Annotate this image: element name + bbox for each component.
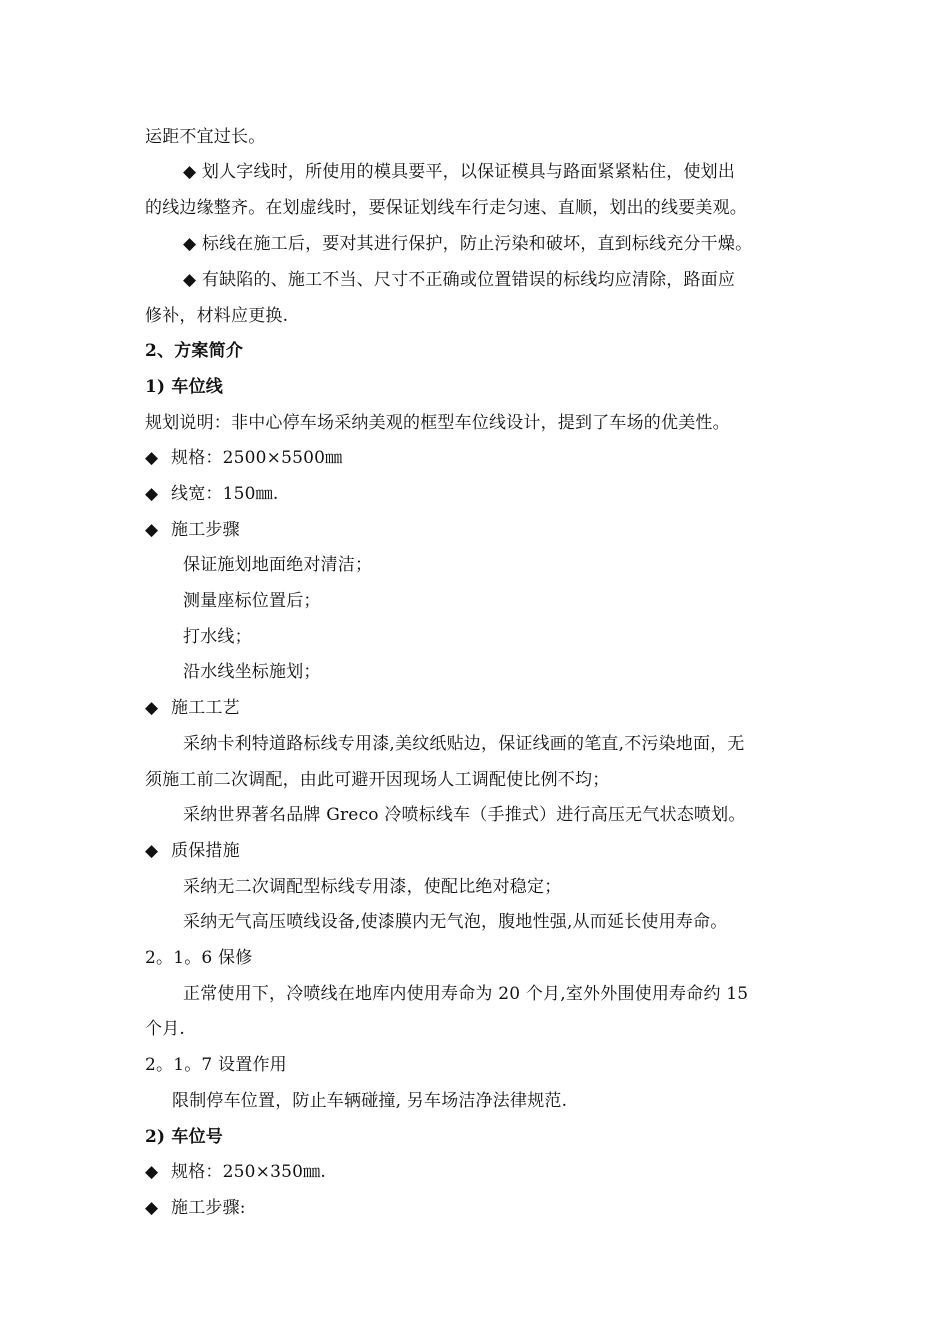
diamond-bullet-icon: ◆ bbox=[145, 698, 159, 718]
paragraph-line: 正常使用下，冷喷线在地库内使用寿命为 20 个月,室外外围使用寿命约 15 bbox=[183, 984, 749, 1004]
paragraph-line: 个月. bbox=[145, 1019, 186, 1039]
paragraph-line: 修补，材料应更换. bbox=[145, 306, 289, 326]
bullet-paragraph-line: ◆ 划人字线时，所使用的模具要平，以保证模具与路面紧紧粘住，使划出 bbox=[183, 162, 736, 182]
subsection-heading: 1) 车位线 bbox=[145, 377, 223, 397]
paragraph-line: 规划说明：非中心停车场采纳美观的框型车位线设计，提到了车场的优美性。 bbox=[145, 413, 730, 433]
diamond-bullet-icon: ◆ bbox=[145, 841, 159, 861]
bullet-text: 线宽：150㎜. bbox=[171, 484, 279, 504]
bullet-item bbox=[145, 483, 278, 505]
bullet-text: 规格：250×350㎜. bbox=[171, 1162, 326, 1182]
step-line: 沿水线坐标施划； bbox=[183, 662, 321, 682]
paragraph-line: 采纳无气高压喷线设备,使漆膜内无气泡，腹地性强,从而延长使用寿命。 bbox=[183, 912, 728, 932]
paragraph-line: 运距不宜过长。 bbox=[145, 127, 266, 147]
subsection-heading: 2) 车位号 bbox=[145, 1127, 223, 1147]
paragraph-line: 采纳无二次调配型标线专用漆，使配比绝对稳定； bbox=[183, 877, 562, 897]
step-line: 测量座标位置后； bbox=[183, 591, 321, 611]
bullet-text: 施工工艺 bbox=[171, 698, 240, 718]
bullet-paragraph-line: ◆ 有缺陷的、施工不当、尺寸不正确或位置错误的标线均应清除，路面应 bbox=[183, 270, 736, 290]
step-line: 保证施划地面绝对清洁； bbox=[183, 555, 373, 575]
diamond-bullet-icon: ◆ bbox=[145, 1198, 159, 1218]
diamond-bullet-icon: ◆ bbox=[145, 484, 159, 504]
paragraph-line: 须施工前二次调配，由此可避开因现场人工调配使比例不均； bbox=[145, 770, 610, 790]
paragraph-line: 采纳世界著名品牌 Greco 冷喷标线车（手推式）进行高压无气状态喷划。 bbox=[183, 805, 746, 825]
bullet-text: 质保措施 bbox=[171, 841, 240, 861]
diamond-bullet-icon: ◆ bbox=[145, 520, 159, 540]
bullet-text: 施工步骤 bbox=[171, 520, 240, 540]
section-heading: 2、方案简介 bbox=[145, 341, 244, 361]
bullet-item bbox=[145, 1161, 326, 1183]
numbered-heading: 2。1。7 设置作用 bbox=[145, 1055, 287, 1075]
paragraph-line: 采纳卡利特道路标线专用漆,美纹纸贴边，保证线画的笔直,不污染地面，无 bbox=[183, 734, 745, 754]
step-line: 打水线； bbox=[183, 627, 252, 647]
bullet-item bbox=[145, 519, 240, 541]
diamond-bullet-icon: ◆ bbox=[145, 1162, 159, 1182]
paragraph-line: 限制停车位置，防止车辆碰撞, 另车场洁净法律规范. bbox=[172, 1091, 568, 1111]
bullet-item bbox=[145, 1197, 246, 1219]
bullet-item bbox=[145, 840, 240, 862]
bullet-paragraph-line: ◆ 标线在施工后，要对其进行保护，防止污染和破坏，直到标线充分干燥。 bbox=[183, 234, 753, 254]
diamond-bullet-icon: ◆ bbox=[145, 448, 159, 468]
bullet-text: 规格：2500×5500㎜ bbox=[171, 448, 343, 468]
paragraph-line: 的线边缘整齐。在划虚线时，要保证划线车行走匀速、直顺，划出的线要美观。 bbox=[145, 198, 747, 218]
bullet-item bbox=[145, 447, 342, 469]
numbered-heading: 2。1。6 保修 bbox=[145, 948, 253, 968]
bullet-item bbox=[145, 697, 240, 719]
bullet-text: 施工步骤: bbox=[171, 1198, 246, 1218]
